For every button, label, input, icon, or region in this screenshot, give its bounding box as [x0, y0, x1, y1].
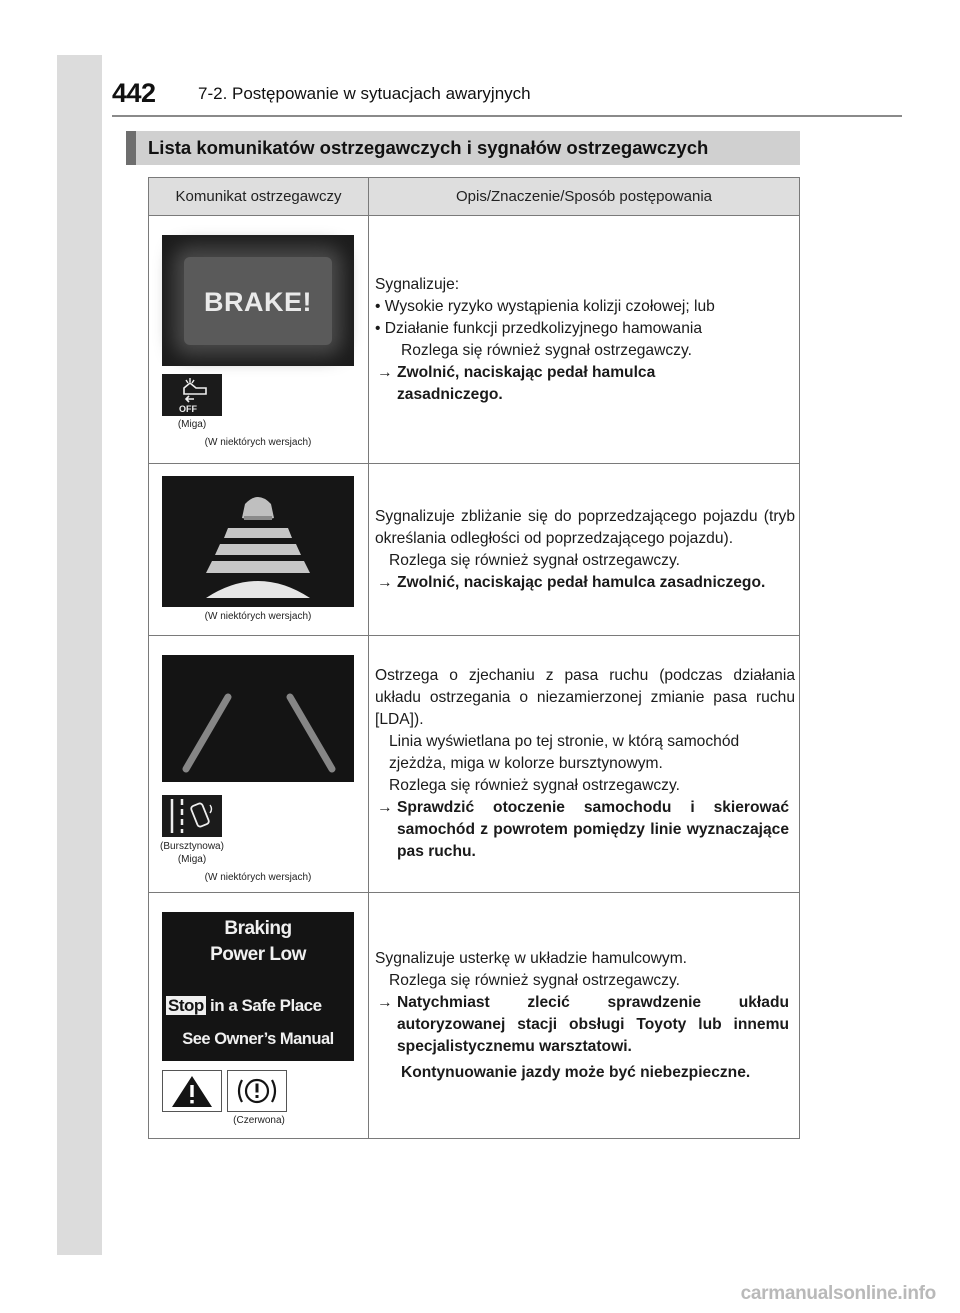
brake-screen: [162, 235, 354, 366]
desc-paragraph: Sygnalizuje usterkę w układzie hamulcowym.: [375, 949, 688, 967]
screen-line-braking: Braking: [224, 918, 292, 939]
desc-action: [375, 572, 795, 594]
description-cell: [369, 636, 800, 893]
desc-action-text: Zwolnić, naciskając pedał hamulca zasadniczego.: [397, 573, 766, 591]
description-cell: [369, 893, 800, 1139]
desc-line: Sygnalizuje:: [375, 275, 460, 293]
desc-paragraph: Ostrzega o zjechaniu z pasa ruchu (podczas działania układu ostrzegania o niezamierzonej zmianie pasa ruchu [LDA]).: [375, 667, 795, 728]
arrow-icon: →: [377, 573, 393, 591]
desc-action: [375, 797, 795, 863]
message-cell: [149, 636, 369, 893]
message-cell: [149, 464, 369, 636]
screen-line-safe-place: in a Safe Place: [210, 996, 322, 1015]
desc-bullet: • Wysokie ryzyko wystąpienia kolizji czołowej; lub: [375, 297, 715, 315]
caption-color: (Czerwona): [233, 1115, 285, 1126]
desc-note: Rozlega się również sygnał ostrzegawczy.: [401, 341, 692, 359]
desc-paragraph: Sygnalizuje zbliżanie się do poprzedzającego pojazdu (tryb określania odległości od poprzedzającego pojazdu).: [375, 507, 795, 547]
arrow-icon: →: [377, 993, 393, 1011]
table-row: [149, 893, 800, 1139]
desc-action: [375, 992, 795, 1058]
lane-departure-icon: [162, 795, 222, 837]
section-title: Lista komunikatów ostrzegawczych i sygnałów ostrzegawczych: [148, 137, 709, 158]
brake-system-indicator: [227, 1070, 287, 1112]
table-header-row: [149, 178, 800, 216]
caption-version: (W niektórych wersjach): [204, 872, 312, 883]
brake-warning-triangle-indicator: [162, 1070, 222, 1112]
message-cell: [149, 216, 369, 464]
pcs-off-indicator: [162, 374, 222, 416]
page-number: 442: [112, 78, 156, 108]
desc-note: Rozlega się również sygnał ostrzegawczy.: [389, 971, 680, 989]
col-header-message: Komunikat ostrzegawczy: [149, 178, 369, 216]
caption-color: (Bursztynowa): [160, 841, 224, 852]
page-header: [112, 76, 902, 116]
caption-state: (Miga): [177, 419, 207, 430]
desc-bullet: • Działanie funkcji przedkolizyjnego hamowania: [375, 319, 703, 337]
lane-screen: [162, 655, 354, 782]
message-cell: [149, 893, 369, 1139]
desc-action-extra: Kontynuowanie jazdy może być niebezpieczne.: [401, 1063, 751, 1081]
brake-circle-icon: [228, 1071, 286, 1111]
screen-line-owners-manual: See Owner’s Manual: [182, 1030, 334, 1048]
warning-table: [148, 177, 800, 1139]
arrow-icon: →: [377, 799, 393, 816]
brake-screen-text: BRAKE!: [204, 287, 312, 317]
screen-line-stop-row: [166, 996, 352, 1016]
col-header-description: Opis/Znaczenie/Sposób postępowania: [369, 178, 800, 216]
chapter-title: 7-2. Postępowanie w sytuacjach awaryjnych: [198, 84, 531, 103]
braking-power-screen: [162, 912, 354, 1061]
desc-note: Rozlega się również sygnał ostrzegawczy.: [389, 777, 680, 794]
desc-note: Rozlega się również sygnał ostrzegawczy.: [389, 551, 680, 569]
header-rule: [112, 115, 902, 117]
caption-version: (W niektórych wersjach): [204, 437, 312, 448]
lane-lines-graphic: [162, 655, 354, 782]
arrow-icon: →: [377, 363, 393, 381]
pcs-off-label: OFF: [179, 404, 197, 414]
distance-warning-graphic: [162, 476, 354, 607]
side-tab: [57, 55, 102, 1255]
distance-screen: [162, 476, 354, 607]
description-cell: [369, 464, 800, 636]
table-row: [149, 464, 800, 636]
stop-badge: Stop: [168, 996, 204, 1015]
caption-version: (W niektórych wersjach): [204, 611, 312, 622]
desc-action: [375, 362, 795, 406]
desc-action-text: Zwolnić, naciskając pedał hamulca zasadniczego.: [397, 363, 656, 403]
table-row: [149, 216, 800, 464]
screen-line-power-low: Power Low: [210, 944, 306, 965]
desc-action-text: Natychmiast zlecić sprawdzenie układu autoryzowanej stacji obsługi Toyoty lub innemu specjalistycznemu warsztatowi.: [397, 993, 789, 1055]
lda-indicator: [162, 795, 222, 837]
desc-action-text: Sprawdzić otoczenie samochodu i skierować samochód z powrotem pomiędzy linie wyznaczające pas ruchu.: [397, 799, 789, 860]
description-cell: [369, 216, 800, 464]
caption-state: (Miga): [177, 854, 207, 865]
section-banner: [126, 131, 800, 165]
desc-note: Linia wyświetlana po tej stronie, w którą samochód zjeżdża, miga w kolorze bursztynowym.: [389, 733, 740, 772]
watermark: carmanualsonline.info: [740, 1283, 936, 1304]
warning-triangle-icon: [163, 1071, 221, 1111]
table-row: [149, 636, 800, 893]
